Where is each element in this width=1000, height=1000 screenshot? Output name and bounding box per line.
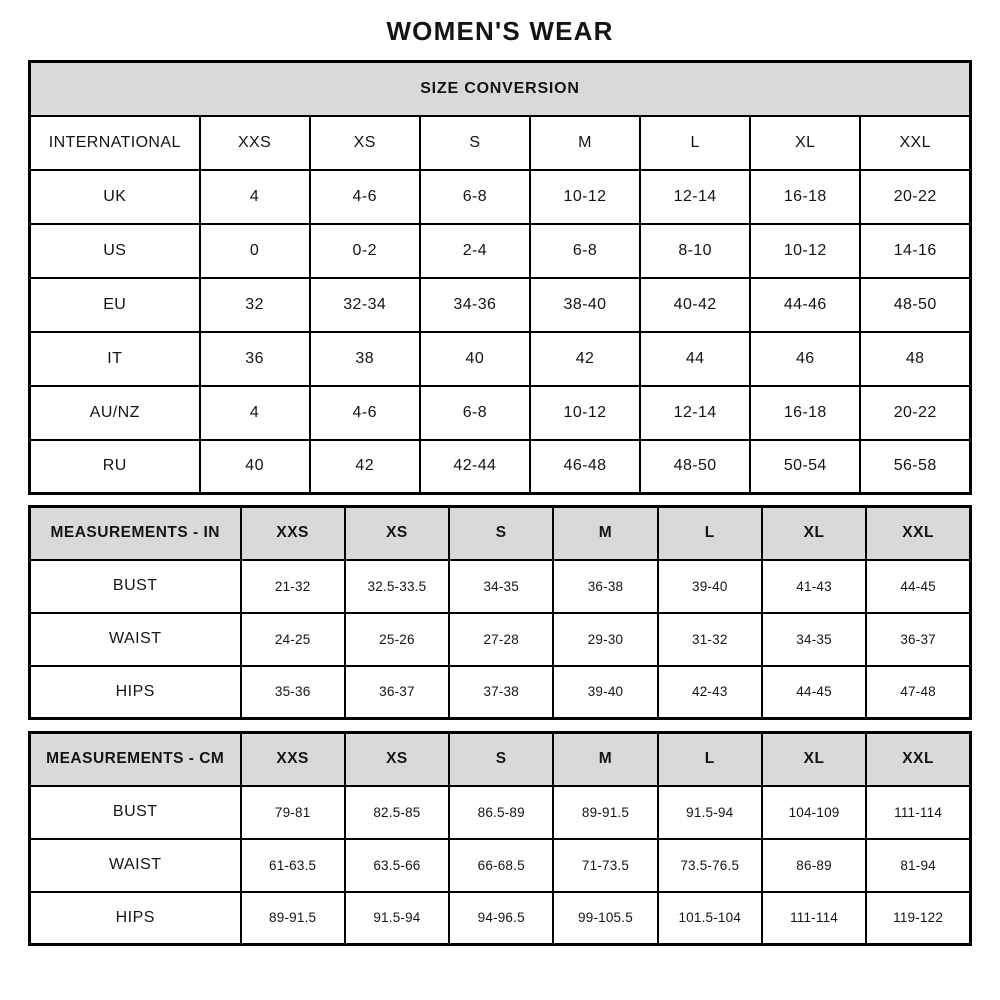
cell: 71-73.5	[553, 839, 657, 892]
row-label-waist: WAIST	[30, 839, 241, 892]
row-label-waist: WAIST	[30, 613, 241, 666]
cell: 46-48	[530, 440, 640, 494]
size-header-xl: XL	[762, 733, 866, 786]
cell: 16-18	[750, 170, 860, 224]
cell: 14-16	[860, 224, 970, 278]
cell: 34-35	[449, 560, 553, 613]
cell: 4-6	[310, 386, 420, 440]
cell: 89-91.5	[241, 892, 345, 945]
size-header-s: S	[449, 733, 553, 786]
cell: 73.5-76.5	[658, 839, 762, 892]
cell: 81-94	[866, 839, 970, 892]
cell: 10-12	[530, 170, 640, 224]
size-header-l: L	[658, 507, 762, 560]
cell: 91.5-94	[345, 892, 449, 945]
column-header-xs: XS	[310, 116, 420, 170]
cell: 12-14	[640, 170, 750, 224]
cell: 86.5-89	[449, 786, 553, 839]
cell: 104-109	[762, 786, 866, 839]
cell: 6-8	[530, 224, 640, 278]
cell: 119-122	[866, 892, 970, 945]
cell: 36-37	[345, 666, 449, 719]
measurements-cm-title: MEASUREMENTS - CM	[30, 733, 241, 786]
cell: 37-38	[449, 666, 553, 719]
cell: 44-46	[750, 278, 860, 332]
cell: 40-42	[640, 278, 750, 332]
cell: 29-30	[553, 613, 657, 666]
size-header-l: L	[658, 733, 762, 786]
cell: 46	[750, 332, 860, 386]
size-header-xxs: XXS	[241, 733, 345, 786]
cell: 24-25	[241, 613, 345, 666]
measurements-in-title: MEASUREMENTS - IN	[30, 507, 241, 560]
row-label-bust: BUST	[30, 786, 241, 839]
cell: 32.5-33.5	[345, 560, 449, 613]
cell: 25-26	[345, 613, 449, 666]
cell: 6-8	[420, 386, 530, 440]
cell: 42	[530, 332, 640, 386]
size-header-xxl: XXL	[866, 507, 970, 560]
table-row-us	[30, 224, 971, 278]
cell: 2-4	[420, 224, 530, 278]
cell: 6-8	[420, 170, 530, 224]
cell: 20-22	[860, 386, 970, 440]
row-label-us: US	[30, 224, 200, 278]
cell: 111-114	[762, 892, 866, 945]
cell: 10-12	[750, 224, 860, 278]
cell: 36-38	[553, 560, 657, 613]
cell: 56-58	[860, 440, 970, 494]
table-row-aunz	[30, 386, 971, 440]
cell: 50-54	[750, 440, 860, 494]
cell: 47-48	[866, 666, 970, 719]
cell: 21-32	[241, 560, 345, 613]
size-header-xxl: XXL	[866, 733, 970, 786]
cell: 4	[200, 386, 310, 440]
cell: 16-18	[750, 386, 860, 440]
page-title: WOMEN'S WEAR	[386, 16, 614, 46]
table-row-hips-in	[30, 666, 971, 719]
table-row-bust-cm	[30, 786, 971, 839]
cell: 39-40	[553, 666, 657, 719]
cell: 94-96.5	[449, 892, 553, 945]
size-header-xl: XL	[762, 507, 866, 560]
cell: 4-6	[310, 170, 420, 224]
row-label-it: IT	[30, 332, 200, 386]
size-header-xs: XS	[345, 507, 449, 560]
cell: 0-2	[310, 224, 420, 278]
row-label-bust: BUST	[30, 560, 241, 613]
cell: 38-40	[530, 278, 640, 332]
cell: 63.5-66	[345, 839, 449, 892]
table-row-ru	[30, 440, 971, 494]
row-label-hips: HIPS	[30, 892, 241, 945]
measurements-in-header-row	[30, 507, 971, 560]
cell: 66-68.5	[449, 839, 553, 892]
size-header-xs: XS	[345, 733, 449, 786]
column-header-international: INTERNATIONAL	[30, 116, 200, 170]
cell: 82.5-85	[345, 786, 449, 839]
cell: 101.5-104	[658, 892, 762, 945]
cell: 4	[200, 170, 310, 224]
cell: 44-45	[866, 560, 970, 613]
column-header-xl: XL	[750, 116, 860, 170]
cell: 42-43	[658, 666, 762, 719]
cell: 34-35	[762, 613, 866, 666]
cell: 44	[640, 332, 750, 386]
cell: 48-50	[860, 278, 970, 332]
row-label-aunz: AU/NZ	[30, 386, 200, 440]
measurements-cm-table	[28, 731, 972, 946]
row-label-ru: RU	[30, 440, 200, 494]
cell: 10-12	[530, 386, 640, 440]
table-row-uk	[30, 170, 971, 224]
row-label-uk: UK	[30, 170, 200, 224]
cell: 39-40	[658, 560, 762, 613]
cell: 20-22	[860, 170, 970, 224]
column-header-xxs: XXS	[200, 116, 310, 170]
cell: 61-63.5	[241, 839, 345, 892]
size-conversion-table	[28, 60, 972, 495]
cell: 27-28	[449, 613, 553, 666]
size-conversion-header-row	[30, 116, 971, 170]
size-header-xxs: XXS	[241, 507, 345, 560]
row-label-hips: HIPS	[30, 666, 241, 719]
cell: 8-10	[640, 224, 750, 278]
table-row-waist-cm	[30, 839, 971, 892]
size-header-m: M	[553, 507, 657, 560]
column-header-l: L	[640, 116, 750, 170]
measurements-in-table	[28, 505, 972, 720]
cell: 32-34	[310, 278, 420, 332]
cell: 34-36	[420, 278, 530, 332]
cell: 12-14	[640, 386, 750, 440]
column-header-m: M	[530, 116, 640, 170]
cell: 40	[420, 332, 530, 386]
column-header-xxl: XXL	[860, 116, 970, 170]
cell: 0	[200, 224, 310, 278]
cell: 48-50	[640, 440, 750, 494]
cell: 86-89	[762, 839, 866, 892]
cell: 31-32	[658, 613, 762, 666]
cell: 44-45	[762, 666, 866, 719]
table-row-bust-in	[30, 560, 971, 613]
cell: 36-37	[866, 613, 970, 666]
size-header-s: S	[449, 507, 553, 560]
table-row-it	[30, 332, 971, 386]
cell: 40	[200, 440, 310, 494]
cell: 91.5-94	[658, 786, 762, 839]
cell: 99-105.5	[553, 892, 657, 945]
cell: 79-81	[241, 786, 345, 839]
size-conversion-title: SIZE CONVERSION	[30, 62, 971, 116]
table-row-eu	[30, 278, 971, 332]
column-header-s: S	[420, 116, 530, 170]
cell: 42	[310, 440, 420, 494]
cell: 38	[310, 332, 420, 386]
size-conversion-title-row	[30, 62, 971, 116]
table-row-hips-cm	[30, 892, 971, 945]
cell: 41-43	[762, 560, 866, 613]
cell: 36	[200, 332, 310, 386]
cell: 111-114	[866, 786, 970, 839]
cell: 32	[200, 278, 310, 332]
cell: 48	[860, 332, 970, 386]
row-label-eu: EU	[30, 278, 200, 332]
cell: 35-36	[241, 666, 345, 719]
cell: 89-91.5	[553, 786, 657, 839]
table-row-waist-in	[30, 613, 971, 666]
size-header-m: M	[553, 733, 657, 786]
measurements-cm-header-row	[30, 733, 971, 786]
cell: 42-44	[420, 440, 530, 494]
